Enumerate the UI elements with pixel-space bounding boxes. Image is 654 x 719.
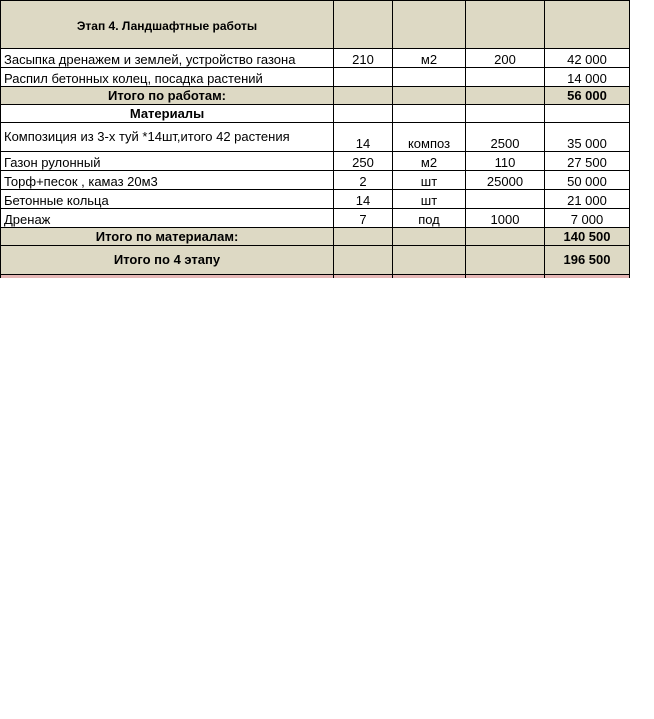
work-qty-cell[interactable]: 210 xyxy=(334,49,393,68)
material-unit-cell[interactable]: композ xyxy=(393,123,466,152)
empty-cell[interactable] xyxy=(466,105,545,123)
empty-cell[interactable] xyxy=(334,105,393,123)
spreadsheet xyxy=(0,0,630,278)
material-total-cell[interactable]: 35 000 xyxy=(545,123,630,152)
work-total-cell[interactable]: 14 000 xyxy=(545,68,630,87)
material-price-cell[interactable] xyxy=(466,190,545,209)
work-price-cell[interactable] xyxy=(466,68,545,87)
empty-cell[interactable] xyxy=(334,228,393,246)
work-name-cell[interactable]: Засыпка дренажем и землей, устройство газона xyxy=(1,49,334,68)
works-subtotal-value[interactable]: 56 000 xyxy=(545,87,630,105)
material-qty-cell[interactable]: 14 xyxy=(334,190,393,209)
stage-total-row xyxy=(1,246,630,275)
empty-cell[interactable] xyxy=(466,246,545,275)
empty-cell[interactable] xyxy=(393,275,466,278)
stage-total-label[interactable]: Итого по 4 этапу xyxy=(1,246,334,275)
empty-cell[interactable] xyxy=(393,246,466,275)
header-cell-qty[interactable] xyxy=(334,1,393,49)
material-unit-cell[interactable]: шт xyxy=(393,171,466,190)
empty-cell[interactable] xyxy=(466,228,545,246)
materials-subtotal-label[interactable]: Итого по материалам: xyxy=(1,228,334,246)
empty-cell[interactable] xyxy=(393,105,466,123)
works-subtotal-row xyxy=(1,87,630,105)
materials-subtotal-value[interactable]: 140 500 xyxy=(545,228,630,246)
material-total-cell[interactable]: 27 500 xyxy=(545,152,630,171)
table-row xyxy=(1,209,630,228)
empty-cell[interactable] xyxy=(334,87,393,105)
work-unit-cell[interactable]: м2 xyxy=(393,49,466,68)
stage-title[interactable]: Этап 4. Ландшафтные работы xyxy=(1,1,334,49)
work-unit-cell[interactable] xyxy=(393,68,466,87)
material-price-cell[interactable]: 1000 xyxy=(466,209,545,228)
work-price-cell[interactable]: 200 xyxy=(466,49,545,68)
empty-cell[interactable] xyxy=(545,105,630,123)
material-total-cell[interactable]: 21 000 xyxy=(545,190,630,209)
works-subtotal-label[interactable]: Итого по работам: xyxy=(1,87,334,105)
header-cell-price[interactable] xyxy=(466,1,545,49)
material-name-cell[interactable]: Торф+песок , камаз 20м3 xyxy=(1,171,334,190)
material-unit-cell[interactable]: под xyxy=(393,209,466,228)
material-price-cell[interactable]: 2500 xyxy=(466,123,545,152)
stage-header-row xyxy=(1,1,630,49)
material-price-cell[interactable]: 25000 xyxy=(466,171,545,190)
material-name-cell[interactable]: Дренаж xyxy=(1,209,334,228)
material-qty-cell[interactable]: 14 xyxy=(334,123,393,152)
material-total-cell[interactable]: 50 000 xyxy=(545,171,630,190)
table-row xyxy=(1,123,630,152)
material-price-cell[interactable]: 110 xyxy=(466,152,545,171)
header-cell-unit[interactable] xyxy=(393,1,466,49)
table-row xyxy=(1,190,630,209)
material-qty-cell[interactable]: 2 xyxy=(334,171,393,190)
empty-cell[interactable] xyxy=(1,275,334,278)
next-row-strip xyxy=(1,275,630,278)
empty-cell[interactable] xyxy=(466,275,545,278)
stage-total-value[interactable]: 196 500 xyxy=(545,246,630,275)
material-total-cell[interactable]: 7 000 xyxy=(545,209,630,228)
table-row xyxy=(1,49,630,68)
materials-heading[interactable]: Материалы xyxy=(1,105,334,123)
work-total-cell[interactable]: 42 000 xyxy=(545,49,630,68)
empty-cell[interactable] xyxy=(466,87,545,105)
work-name-cell[interactable]: Распил бетонных колец, посадка растений xyxy=(1,68,334,87)
material-unit-cell[interactable]: шт xyxy=(393,190,466,209)
table-row xyxy=(1,171,630,190)
material-qty-cell[interactable]: 7 xyxy=(334,209,393,228)
material-name-cell[interactable]: Композиция из 3-х туй *14шт,итого 42 растения xyxy=(1,123,334,152)
materials-subtotal-row xyxy=(1,228,630,246)
table-row xyxy=(1,68,630,87)
header-cell-total[interactable] xyxy=(545,1,630,49)
work-qty-cell[interactable] xyxy=(334,68,393,87)
material-qty-cell[interactable]: 250 xyxy=(334,152,393,171)
table-row xyxy=(1,152,630,171)
empty-cell[interactable] xyxy=(393,87,466,105)
materials-heading-row xyxy=(1,105,630,123)
material-name-cell[interactable]: Бетонные кольца xyxy=(1,190,334,209)
material-unit-cell[interactable]: м2 xyxy=(393,152,466,171)
empty-cell[interactable] xyxy=(545,275,630,278)
estimate-table xyxy=(0,0,630,278)
empty-cell[interactable] xyxy=(334,246,393,275)
material-name-cell[interactable]: Газон рулонный xyxy=(1,152,334,171)
empty-cell[interactable] xyxy=(393,228,466,246)
empty-cell[interactable] xyxy=(334,275,393,278)
